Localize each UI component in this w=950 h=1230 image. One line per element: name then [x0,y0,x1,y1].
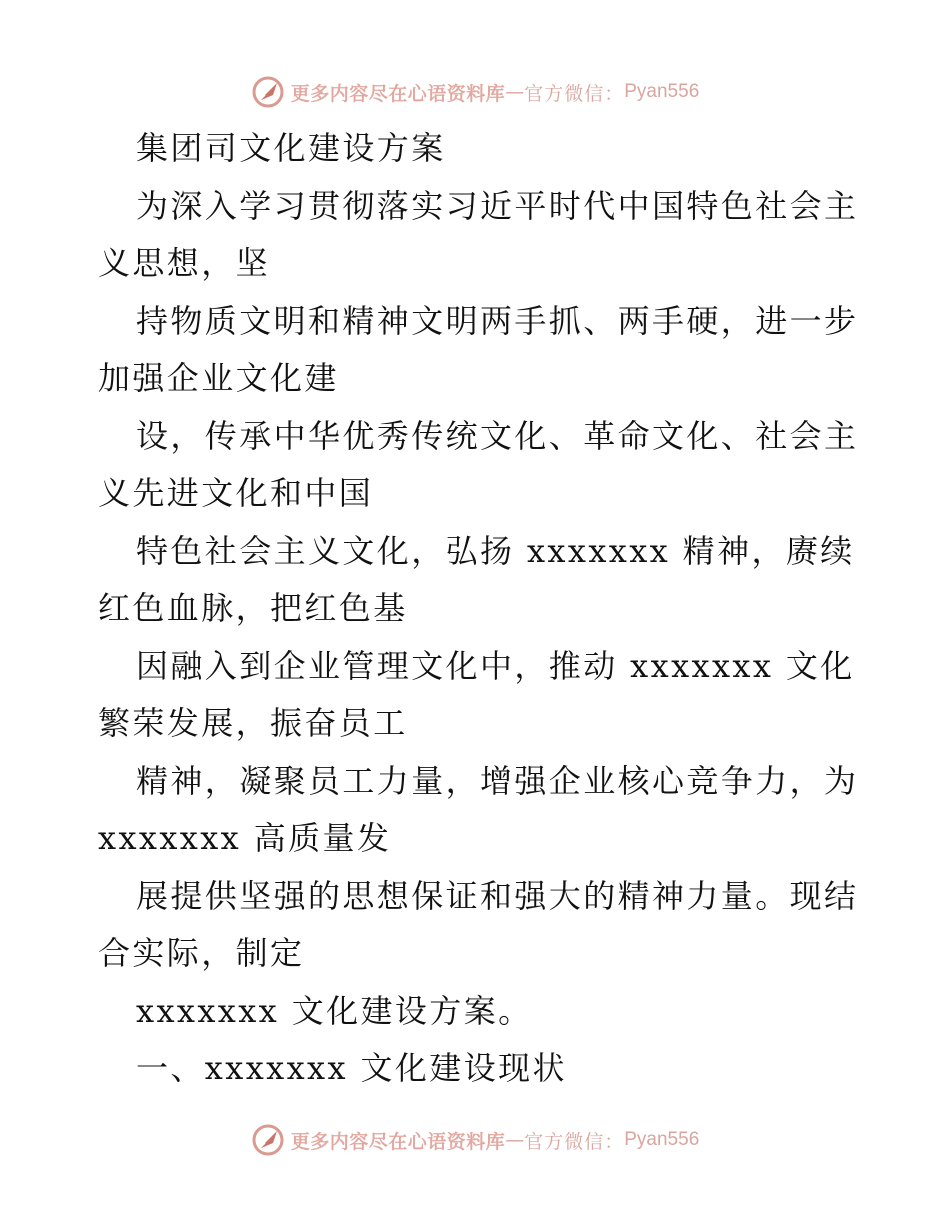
watermark-banner-top [0,72,950,112]
text-line: 精神，凝聚员工力量，增强企业核心竞争力，为 [136,761,859,800]
text-line: 义先进文化和中国 [98,474,374,512]
text-line: 因融入到企业管理文化中，推动 xxxxxxx 文化 [136,646,855,685]
text-line: 一、xxxxxxx 文化建设现状 [136,1049,567,1087]
quill-circle-logo-icon [251,75,285,109]
text-line: xxxxxxx 高质量发 [98,819,392,857]
text-line: 特色社会主义文化，弘扬 xxxxxxx 精神，赓续 [136,531,855,570]
banner-site-text: 更多内容尽在心语资料库 [290,82,506,105]
text-line: 义思想，坚 [98,244,271,282]
text-line: 集团司文化建设方案 [136,129,446,167]
quill-circle-logo-icon [251,1123,285,1157]
banner-site-text: 更多内容尽在心语资料库 [290,1130,506,1153]
banner-wechat-id: Pyan556 [624,81,700,102]
text-line: 加强企业文化建 [98,359,339,397]
banner-wechat-label: 官方微信： [524,82,625,105]
banner-separator: — [505,1129,525,1151]
text-line: 持物质文明和精神文明两手抓、两手硬，进一步 [136,301,859,340]
text-line: 设，传承中华优秀传统文化、革命文化、社会主 [136,416,859,455]
banner-wechat-label: 官方微信： [524,1130,625,1153]
text-line: 为深入学习贯彻落实习近平时代中国特色社会主 [136,186,859,225]
text-line: xxxxxxx 文化建设方案。 [136,991,533,1030]
watermark-banner-bottom [0,1120,950,1160]
document-body [98,120,858,1098]
text-line: 合实际，制定 [98,934,305,972]
banner-separator: — [505,81,525,103]
banner-wechat-id: Pyan556 [624,1129,700,1150]
text-line: 红色血脉，把红色基 [98,589,408,627]
text-line: 展提供坚强的思想保证和强大的精神力量。现结 [136,876,859,915]
text-line: 繁荣发展，振奋员工 [98,704,408,742]
